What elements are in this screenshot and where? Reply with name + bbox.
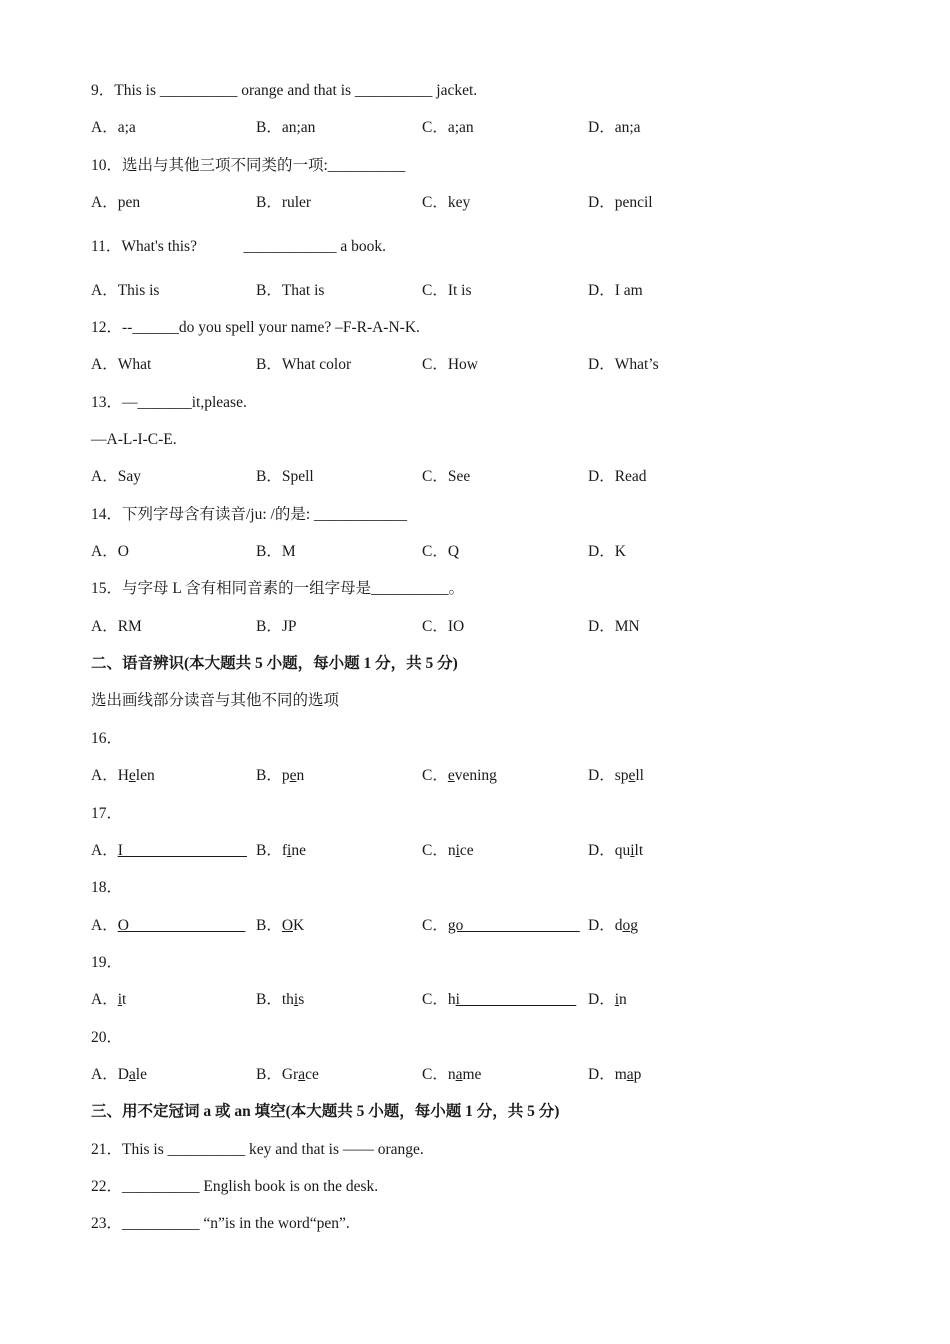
option-text: C．key [422,194,471,211]
option-text: A． [91,842,118,859]
option-a[interactable] [91,467,141,487]
option-text: A．H [91,767,129,784]
question-text: 23．__________ “n”is in the word“pen”. [91,1215,350,1232]
underlined-text: i [455,842,460,859]
question-text: 17． [91,805,123,822]
option-a[interactable] [91,916,245,936]
option-d[interactable] [588,990,627,1010]
option-d[interactable] [588,542,626,562]
option-text: C．a;an [422,119,474,136]
option-text: A．RM [91,618,142,635]
option-text: ce [305,1066,319,1083]
option-c[interactable] [422,841,474,861]
question-text: —A-L-I-C-E. [91,431,177,448]
option-b[interactable] [256,193,311,213]
underlined-text: i [630,842,635,859]
option-text: D．m [588,1066,627,1083]
option-b[interactable] [256,542,296,562]
option-text: D．I am [588,282,643,299]
option-text: D． [588,991,615,1008]
option-text: n [296,767,305,784]
question-text: 10．选出与其他三项不同类的一项:__________ [91,157,406,174]
option-text: D．qu [588,842,631,859]
question-text: 21．This is __________ key and that is —— orange. [91,1141,424,1158]
option-text: B．an;an [256,119,316,136]
question-text: 16． [91,730,123,747]
option-text: D．sp [588,767,629,784]
option-text: A．What [91,356,152,373]
option-d[interactable] [588,766,644,786]
option-text: t [122,991,127,1008]
option-text: B．th [256,991,294,1008]
underlined-text: e [628,767,636,784]
option-c[interactable] [422,355,478,375]
question-text: 13．—_______it,please. [91,394,247,411]
option-text: B．f [256,842,288,859]
option-d[interactable] [588,193,653,213]
option-text: D．K [588,543,626,560]
option-text: C． [422,767,448,784]
option-text: B．p [256,767,290,784]
option-text: B．What color [256,356,352,373]
option-d[interactable] [588,118,641,138]
option-d[interactable] [588,355,659,375]
question-text: 22．__________ English book is on the desk. [91,1178,379,1195]
section-heading: 二、语音辨识(本大题共 5 小题，每小题 1 分，共 5 分) [91,655,458,672]
option-text: A．Say [91,468,141,485]
option-a[interactable] [91,281,159,301]
option-text: A．D [91,1066,129,1083]
option-b[interactable] [256,467,314,487]
option-a[interactable] [91,1065,147,1085]
option-c[interactable] [422,990,576,1010]
option-text: B． [256,917,282,934]
option-a[interactable] [91,990,126,1010]
option-a[interactable] [91,841,247,861]
option-c[interactable] [422,281,472,301]
option-b[interactable] [256,617,297,637]
option-text: C．n [422,1066,456,1083]
option-b[interactable] [256,281,324,301]
question-text: 15．与字母 L 含有相同音素的一组字母是__________。 [91,580,465,597]
option-text: A． [91,991,118,1008]
option-text: g [630,917,638,934]
option-d[interactable] [588,467,647,487]
underlined-text: i [117,991,123,1008]
option-c[interactable] [422,467,470,487]
option-text: C．IO [422,618,465,635]
option-b[interactable] [256,355,351,375]
option-text: D．Read [588,468,647,485]
option-text: B．M [256,543,296,560]
option-text: len [135,767,155,784]
option-text: D．MN [588,618,640,635]
underlined-text: o [622,917,631,934]
option-text: A． [91,917,118,934]
option-text: me [462,1066,482,1083]
underlined-text: e [128,767,136,784]
option-text: K [293,917,305,934]
option-a[interactable] [91,542,129,562]
option-d[interactable] [588,916,638,936]
underlined-text: e [447,767,455,784]
option-b[interactable] [256,841,306,861]
underlined-text: O [281,917,294,934]
option-text: A．O [91,543,129,560]
option-text: ne [291,842,306,859]
option-text: ce [459,842,474,859]
option-text: B．Spell [256,468,314,485]
question-text: 20． [91,1029,123,1046]
underlined-text: I________________ [117,842,247,859]
option-text: B．JP [256,618,297,635]
option-text: vening [454,767,497,784]
option-a[interactable] [91,617,142,637]
option-text: B．That is [256,282,325,299]
option-d[interactable] [588,1065,641,1085]
underlined-text: a [128,1066,136,1083]
option-b[interactable] [256,118,315,138]
option-a[interactable] [91,193,140,213]
underlined-text: a [298,1066,306,1083]
option-d[interactable] [588,281,643,301]
option-text: A．a;a [91,119,136,136]
option-text: C． [422,917,448,934]
option-b[interactable] [256,990,304,1010]
option-c[interactable] [422,193,470,213]
option-d[interactable] [588,617,640,637]
option-text: D．pencil [588,194,653,211]
option-text: D．d [588,917,623,934]
question-text: 19． [91,954,123,971]
option-c[interactable] [422,617,464,637]
question-text: 11．What's this? ____________ a book. [91,238,386,255]
option-a[interactable] [91,118,136,138]
option-b[interactable] [256,1065,319,1085]
option-d[interactable] [588,841,643,861]
option-b[interactable] [256,916,304,936]
question-text: 12．--______do you spell your name? –F-R-A-N-K. [91,319,420,336]
option-text: lt [634,842,644,859]
option-text: A．This is [91,282,160,299]
underlined-text: go_______________ [447,917,580,934]
question-text: 18． [91,879,123,896]
option-text: A．pen [91,194,141,211]
option-c[interactable] [422,118,474,138]
option-text: s [298,991,305,1008]
option-text: D．What’s [588,356,659,373]
option-text: D．an;a [588,119,641,136]
underlined-text: i [293,991,299,1008]
underlined-text: i_______________ [455,991,577,1008]
option-text: C．h [422,991,456,1008]
underlined-text: e [289,767,297,784]
option-text: C．Q [422,543,460,560]
option-text: C．See [422,468,471,485]
option-text: C．How [422,356,478,373]
option-b[interactable] [256,766,304,786]
option-a[interactable] [91,355,151,375]
option-text: le [135,1066,147,1083]
option-text: C．It is [422,282,472,299]
option-a[interactable] [91,766,155,786]
underlined-text: i [287,842,292,859]
question-text: 选出画线部分读音与其他不同的选项 [91,692,340,709]
question-text: 9．This is __________ orange and that is __________ jacket. [91,82,478,99]
underlined-text: a [626,1066,634,1083]
option-text: B．Gr [256,1066,299,1083]
option-text: p [633,1066,642,1083]
option-c[interactable] [422,1065,481,1085]
option-text: B．ruler [256,194,312,211]
option-text: n [619,991,627,1008]
question-text: 14．下列字母含有读音/ju: /的是: ____________ [91,506,408,523]
underlined-text: i [614,991,620,1008]
option-c[interactable] [422,766,497,786]
section-heading: 三、用不定冠词 a 或 an 填空(本大题共 5 小题，每小题 1 分，共 5 分) [91,1103,560,1120]
option-text: C．n [422,842,456,859]
underlined-text: O_______________ [117,917,246,934]
option-c[interactable] [422,916,580,936]
option-c[interactable] [422,542,459,562]
option-text: ll [635,767,644,784]
underlined-text: a [455,1066,463,1083]
